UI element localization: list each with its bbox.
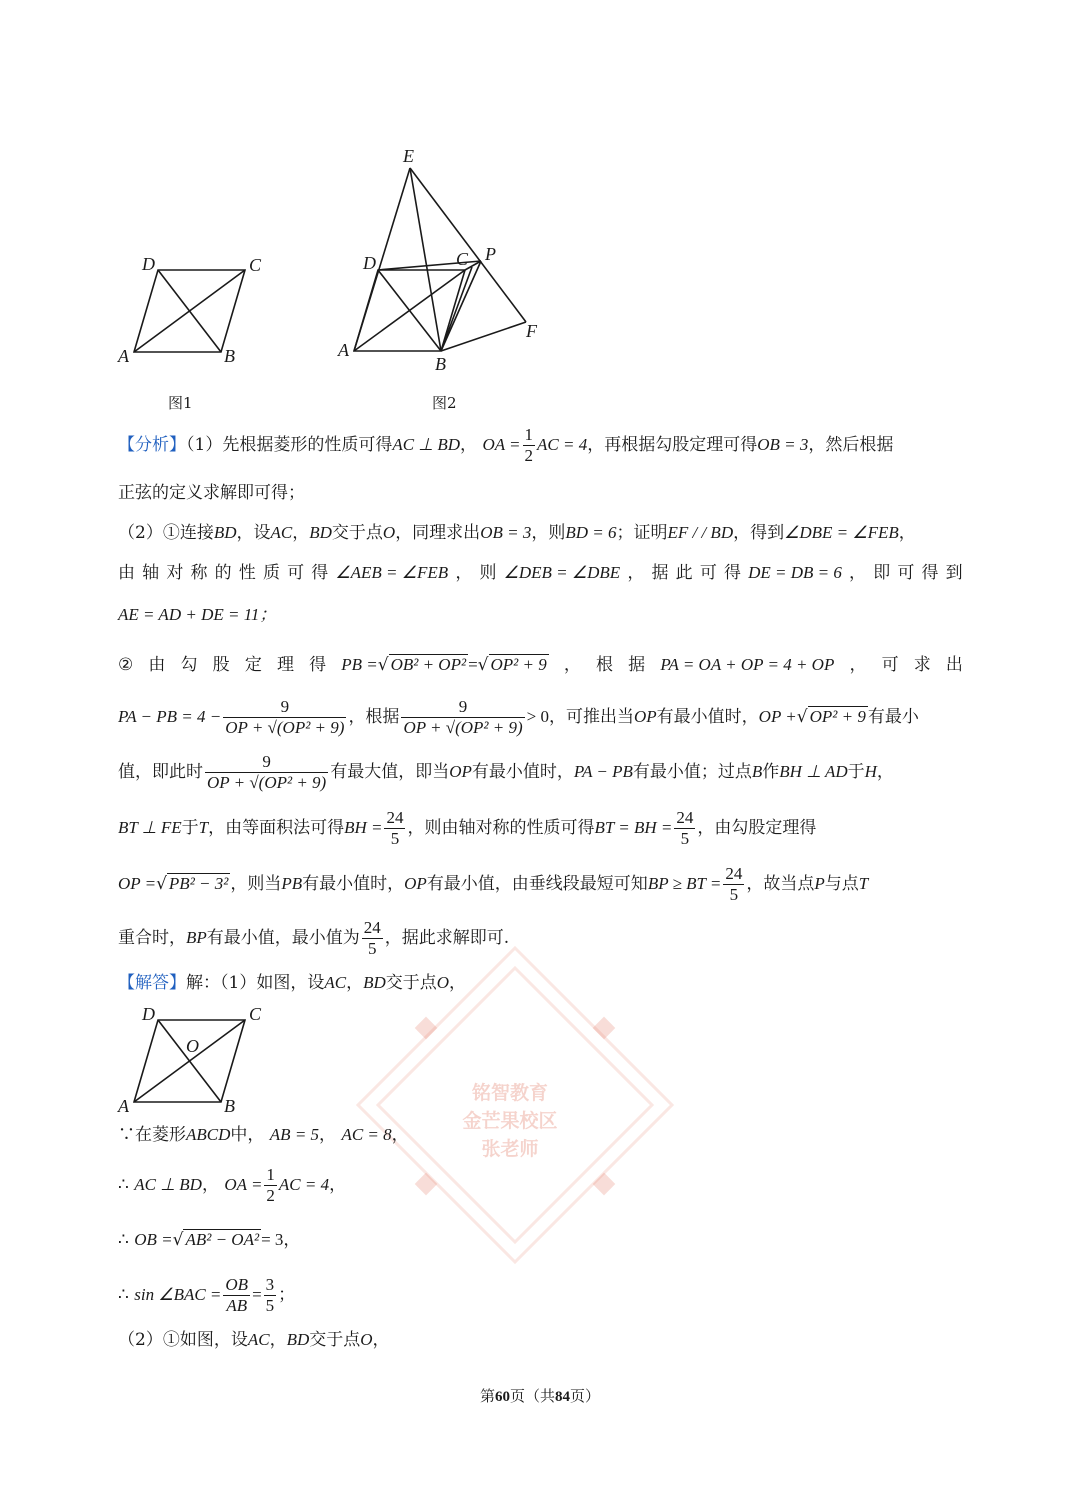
math: O — [360, 1330, 373, 1349]
math: AC — [324, 973, 347, 992]
page-number: 60 — [494, 1389, 510, 1405]
analysis-line-8 — [118, 752, 963, 793]
frac-num: 24 — [725, 864, 743, 883]
frac-den: 5 — [265, 1296, 275, 1315]
fraction — [223, 697, 346, 738]
text: 即 — [873, 563, 891, 583]
analysis-line-2: 正弦的定义求解即可得； — [118, 483, 305, 503]
figure-2 — [330, 140, 560, 380]
frac-den: OP + √(OP² + 9) — [207, 773, 327, 792]
text: 于 — [847, 762, 865, 782]
text: ，则当 — [230, 874, 282, 894]
math: ∠AEB = ∠FEB — [335, 563, 449, 582]
text: ，由等面积法可得 — [208, 818, 345, 838]
frac-den: 5 — [368, 939, 377, 958]
math: T — [858, 874, 869, 893]
frac-num: 9 — [223, 697, 346, 718]
text: ， — [319, 1125, 337, 1145]
figure-1-drawing — [110, 250, 280, 370]
math: OP + — [758, 707, 797, 726]
watermark-line-1: 铭智教育 — [471, 1082, 548, 1104]
math: ∠DEB = ∠DBE — [503, 563, 621, 582]
text: 有最小值时， — [302, 874, 405, 894]
math: AC = 4 — [278, 1175, 330, 1194]
math: BH = — [344, 818, 383, 837]
footer-suffix: 页） — [570, 1387, 601, 1405]
text: ，根据 — [348, 707, 400, 727]
math: BP ≥ BT = — [647, 874, 722, 893]
solution-step-3: ∴ OB =√ AB² − OA² = 3， — [118, 1230, 301, 1250]
text: ；证明 — [616, 523, 668, 543]
text: ∵在菱形 — [118, 1125, 186, 1145]
fraction — [723, 864, 744, 905]
fig3-label-o: O — [186, 1036, 199, 1056]
analysis-line-5: AE = AD + DE = 11； — [118, 605, 277, 624]
math: ∠DBE = ∠FEB — [784, 523, 899, 542]
sqrt: OP² + 9 — [490, 655, 547, 674]
text: 称 — [190, 563, 208, 583]
text: 则 — [479, 563, 497, 583]
text: ∴ — [118, 1230, 129, 1250]
text: 作 — [762, 762, 780, 782]
watermark-line-2: 金芒果校区 — [462, 1110, 558, 1132]
fig3-label-d: D — [142, 1004, 155, 1024]
math: AC — [247, 1330, 270, 1349]
fraction — [674, 808, 695, 849]
fig3-label-c: C — [249, 1004, 262, 1024]
text: ， — [283, 1230, 301, 1250]
figure-3 — [110, 1000, 280, 1120]
text: 可 — [287, 563, 305, 583]
text: ， — [563, 655, 581, 675]
analysis-line-10: OP =√ PB² − 3² ，则当PB有最小值时，OP有最小值，由垂线段最短可知BP ≥ BT = $\frac{24}{5}$ ，故当点P与点T — [118, 864, 869, 904]
math: OP — [404, 874, 427, 893]
fig2-label-d: D — [363, 253, 376, 273]
figure-1 — [110, 250, 280, 370]
math: BD = 6 — [565, 523, 617, 542]
analysis-line-4 — [118, 558, 963, 588]
text: ； — [278, 1285, 296, 1305]
watermark-line-3: 张老师 — [481, 1138, 539, 1160]
fig2-label-a: A — [338, 340, 349, 360]
text: 根 — [596, 655, 614, 675]
math: BD — [213, 523, 237, 542]
text: 重合时， — [118, 928, 186, 948]
frac-num: 24 — [676, 808, 694, 827]
fraction — [401, 697, 524, 738]
text: ， — [269, 1330, 287, 1350]
frac-num: 1 — [266, 1165, 275, 1184]
fraction — [223, 1275, 250, 1316]
frac-num: 24 — [363, 918, 381, 937]
math: OP — [634, 707, 657, 726]
text: 由 — [118, 563, 135, 583]
text: ， — [849, 655, 867, 675]
text: ， — [346, 973, 364, 993]
math: OA = — [482, 435, 521, 454]
text: 有最小值；过点 — [632, 762, 752, 782]
figure-1-caption: 图1 — [168, 394, 193, 412]
analysis-line-6: ② 由 勾 股 定 理 得 PB =√ OB² + OP² =√ OP² + 9 ， 根 据 PA = OA + OP = 4 + OP ， 可 求 出 — [118, 650, 963, 680]
text: 轴 — [142, 563, 160, 583]
fig1-label-b: B — [224, 346, 235, 366]
frac-den: 2 — [524, 446, 534, 465]
frac-den: 2 — [266, 1186, 275, 1205]
math: BH ⊥ AD — [779, 762, 848, 781]
text: 出 — [945, 655, 963, 675]
frac-den: 5 — [729, 885, 739, 904]
math: BD — [286, 1330, 310, 1349]
text: ，故当点 — [746, 874, 815, 894]
text: 定 — [244, 655, 262, 675]
math: AC ⊥ BD — [392, 435, 461, 454]
math: B — [751, 762, 763, 781]
figure-2-drawing — [330, 140, 560, 380]
fig2-label-e: E — [403, 146, 414, 166]
analysis-line-3 — [118, 518, 963, 548]
text: 理 — [276, 655, 294, 675]
sqrt: OB² + OP² — [390, 655, 467, 674]
text: ，可推出当 — [549, 707, 634, 727]
footer-mid: 页（共 — [509, 1387, 555, 1405]
text: 有最大值，即当 — [330, 762, 450, 782]
fraction — [264, 1275, 277, 1316]
solution-step-4 — [118, 1275, 963, 1316]
math: PA − PB — [573, 762, 633, 781]
solution-step-1 — [118, 1120, 963, 1150]
solution-line-2 — [118, 1325, 963, 1355]
math: BD — [309, 523, 332, 542]
text: 据 — [628, 655, 646, 675]
text: 得 — [311, 563, 329, 583]
text: ， — [329, 1175, 347, 1195]
text: ，然后根据 — [808, 435, 894, 455]
figure-2-caption: 图2 — [432, 394, 457, 412]
sqrt: OP² + 9 — [809, 707, 866, 726]
text: ，再根据勾股定理可得 — [587, 435, 758, 455]
math: OB = — [134, 1230, 173, 1249]
math: O — [382, 523, 396, 542]
frac-num: OB — [225, 1275, 249, 1294]
text: 可 — [881, 655, 899, 675]
text: （2）①连接 — [118, 523, 214, 543]
text: ， — [455, 563, 473, 583]
sqrt: PB² − 3² — [168, 874, 229, 893]
text: 有最小值时， — [471, 762, 574, 782]
frac-num: 3 — [265, 1275, 275, 1294]
fig2-label-b: B — [435, 354, 446, 374]
math: OA = — [224, 1175, 263, 1194]
text: 解：（1）如图，设 — [186, 973, 325, 993]
math: OB = 3 — [757, 435, 809, 454]
text: 交于点 — [331, 523, 383, 543]
frac-den: OP + √(OP² + 9) — [403, 718, 523, 737]
text: （2）①如图，设 — [118, 1330, 248, 1350]
text: 得 — [723, 563, 741, 583]
fig1-label-a: A — [118, 346, 129, 366]
math: EF / / BD — [667, 523, 734, 542]
math: H — [864, 762, 877, 781]
text: ，则由轴对称的性质可得 — [407, 818, 595, 838]
text: 有最小值，最小值为 — [206, 928, 360, 948]
text: 得 — [309, 655, 327, 675]
text: 对 — [166, 563, 184, 583]
math: BP — [186, 928, 207, 947]
fig1-label-d: D — [142, 254, 155, 274]
text: 有最小值时， — [656, 707, 759, 727]
solution-tag: 【解答】 — [118, 973, 186, 993]
text: ， — [898, 523, 916, 543]
math: BT = BH = — [594, 818, 673, 837]
math: OB = 3 — [480, 523, 532, 542]
text: 交于点 — [385, 973, 437, 993]
text: 到 — [945, 563, 963, 583]
fig2-label-c: C — [456, 249, 469, 269]
fraction — [384, 808, 405, 849]
page-total: 84 — [555, 1389, 570, 1405]
text: ， — [449, 973, 467, 993]
text: ， — [391, 1125, 409, 1145]
math: BD — [363, 973, 386, 992]
text: ， — [460, 435, 478, 455]
math: OP — [449, 762, 472, 781]
figure-3-drawing — [110, 1000, 280, 1120]
text: ∴ — [118, 1175, 129, 1195]
solution-line-1 — [118, 968, 963, 998]
math: PB = — [341, 655, 378, 674]
math: ABCD — [186, 1125, 231, 1144]
fraction — [523, 425, 536, 466]
text: 的 — [214, 563, 232, 583]
page-footer — [0, 1385, 1080, 1406]
math: DE = DB = 6 — [748, 563, 842, 582]
text: ，据此求解即可. — [384, 928, 510, 948]
math: BT ⊥ FE — [118, 818, 182, 837]
analysis-tag: 【分析】 — [118, 435, 186, 455]
text: 交于点 — [309, 1330, 361, 1350]
fig2-label-f: F — [526, 321, 537, 341]
text: 值，即此时 — [118, 762, 203, 782]
fig1-label-c: C — [249, 255, 262, 275]
frac-num: 1 — [524, 425, 534, 444]
math: P — [814, 874, 825, 893]
text: ， — [292, 523, 310, 543]
text: 性 — [238, 563, 256, 583]
math: PA − PB = 4 − — [118, 707, 222, 726]
text: ， — [849, 563, 867, 583]
text: ，由勾股定理得 — [697, 818, 817, 838]
sqrt: AB² − OA² — [185, 1230, 260, 1249]
math: OP = — [118, 874, 157, 893]
analysis-line-7: PA − PB = 4 − $\frac{9}{\text{OP + √(OP² + 9)}}$ ，根据 $\frac{9}{\text{OP + √(OP² + 9)}}$ > 0，可推出当OP有最小值时，OP +√ OP² + 9 有最小 — [118, 697, 919, 737]
text: 有最小值，由垂线段最短可知 — [426, 874, 648, 894]
frac-num: 9 — [401, 697, 524, 718]
text: ， — [876, 762, 894, 782]
text: 可 — [897, 563, 915, 583]
text: ， — [372, 1330, 390, 1350]
fraction — [205, 752, 328, 793]
frac-den: AB — [226, 1296, 248, 1315]
math: AC = 8 — [341, 1125, 392, 1144]
text: 中， — [230, 1125, 265, 1145]
fraction — [264, 1165, 277, 1206]
math: > 0 — [526, 707, 549, 726]
math: sin ∠BAC = — [134, 1285, 222, 1304]
text: 此 — [675, 563, 693, 583]
math: PA = OA + OP = 4 + OP — [660, 655, 835, 674]
math: AB = 5 — [269, 1125, 320, 1144]
math: T — [198, 818, 209, 837]
text: ，则 — [531, 523, 566, 543]
text: ， — [201, 1175, 219, 1195]
math: AC = 4 — [537, 435, 588, 454]
text: ② — [118, 655, 134, 675]
math: = — [252, 1285, 262, 1304]
text: ∴ — [118, 1285, 129, 1305]
math: AC — [270, 523, 293, 542]
footer-prefix: 第 — [479, 1387, 495, 1405]
analysis-line-1 — [118, 425, 963, 466]
text: 股 — [212, 655, 230, 675]
fig2-label-p: P — [485, 244, 496, 264]
text: ，同理求出 — [395, 523, 481, 543]
text: 于 — [181, 818, 199, 838]
math: O — [436, 973, 450, 992]
math: AC ⊥ BD — [134, 1175, 202, 1194]
fig3-label-a: A — [118, 1096, 129, 1116]
text: 据 — [651, 563, 669, 583]
frac-den: 5 — [680, 829, 690, 848]
math: = — [468, 655, 478, 674]
text: 质 — [262, 563, 280, 583]
text: 得 — [921, 563, 939, 583]
text: 有最小 — [867, 707, 919, 727]
text: ， — [627, 563, 645, 583]
math: PB — [281, 874, 303, 893]
text: 求 — [913, 655, 931, 675]
text: ，得到 — [733, 523, 785, 543]
math: = 3 — [261, 1230, 284, 1249]
frac-num: 24 — [386, 808, 404, 827]
solution-step-2 — [118, 1165, 963, 1206]
text: 由 — [148, 655, 166, 675]
text: 与点 — [824, 874, 859, 894]
text: （1）先根据菱形的性质可得 — [186, 435, 393, 455]
analysis-line-9 — [118, 808, 963, 849]
fig3-label-b: B — [224, 1096, 235, 1116]
text: 可 — [699, 563, 717, 583]
frac-den: 5 — [390, 829, 400, 848]
text: ，设 — [236, 523, 271, 543]
frac-num: 9 — [205, 752, 328, 773]
frac-den: OP + √(OP² + 9) — [225, 718, 345, 737]
text: 勾 — [180, 655, 198, 675]
